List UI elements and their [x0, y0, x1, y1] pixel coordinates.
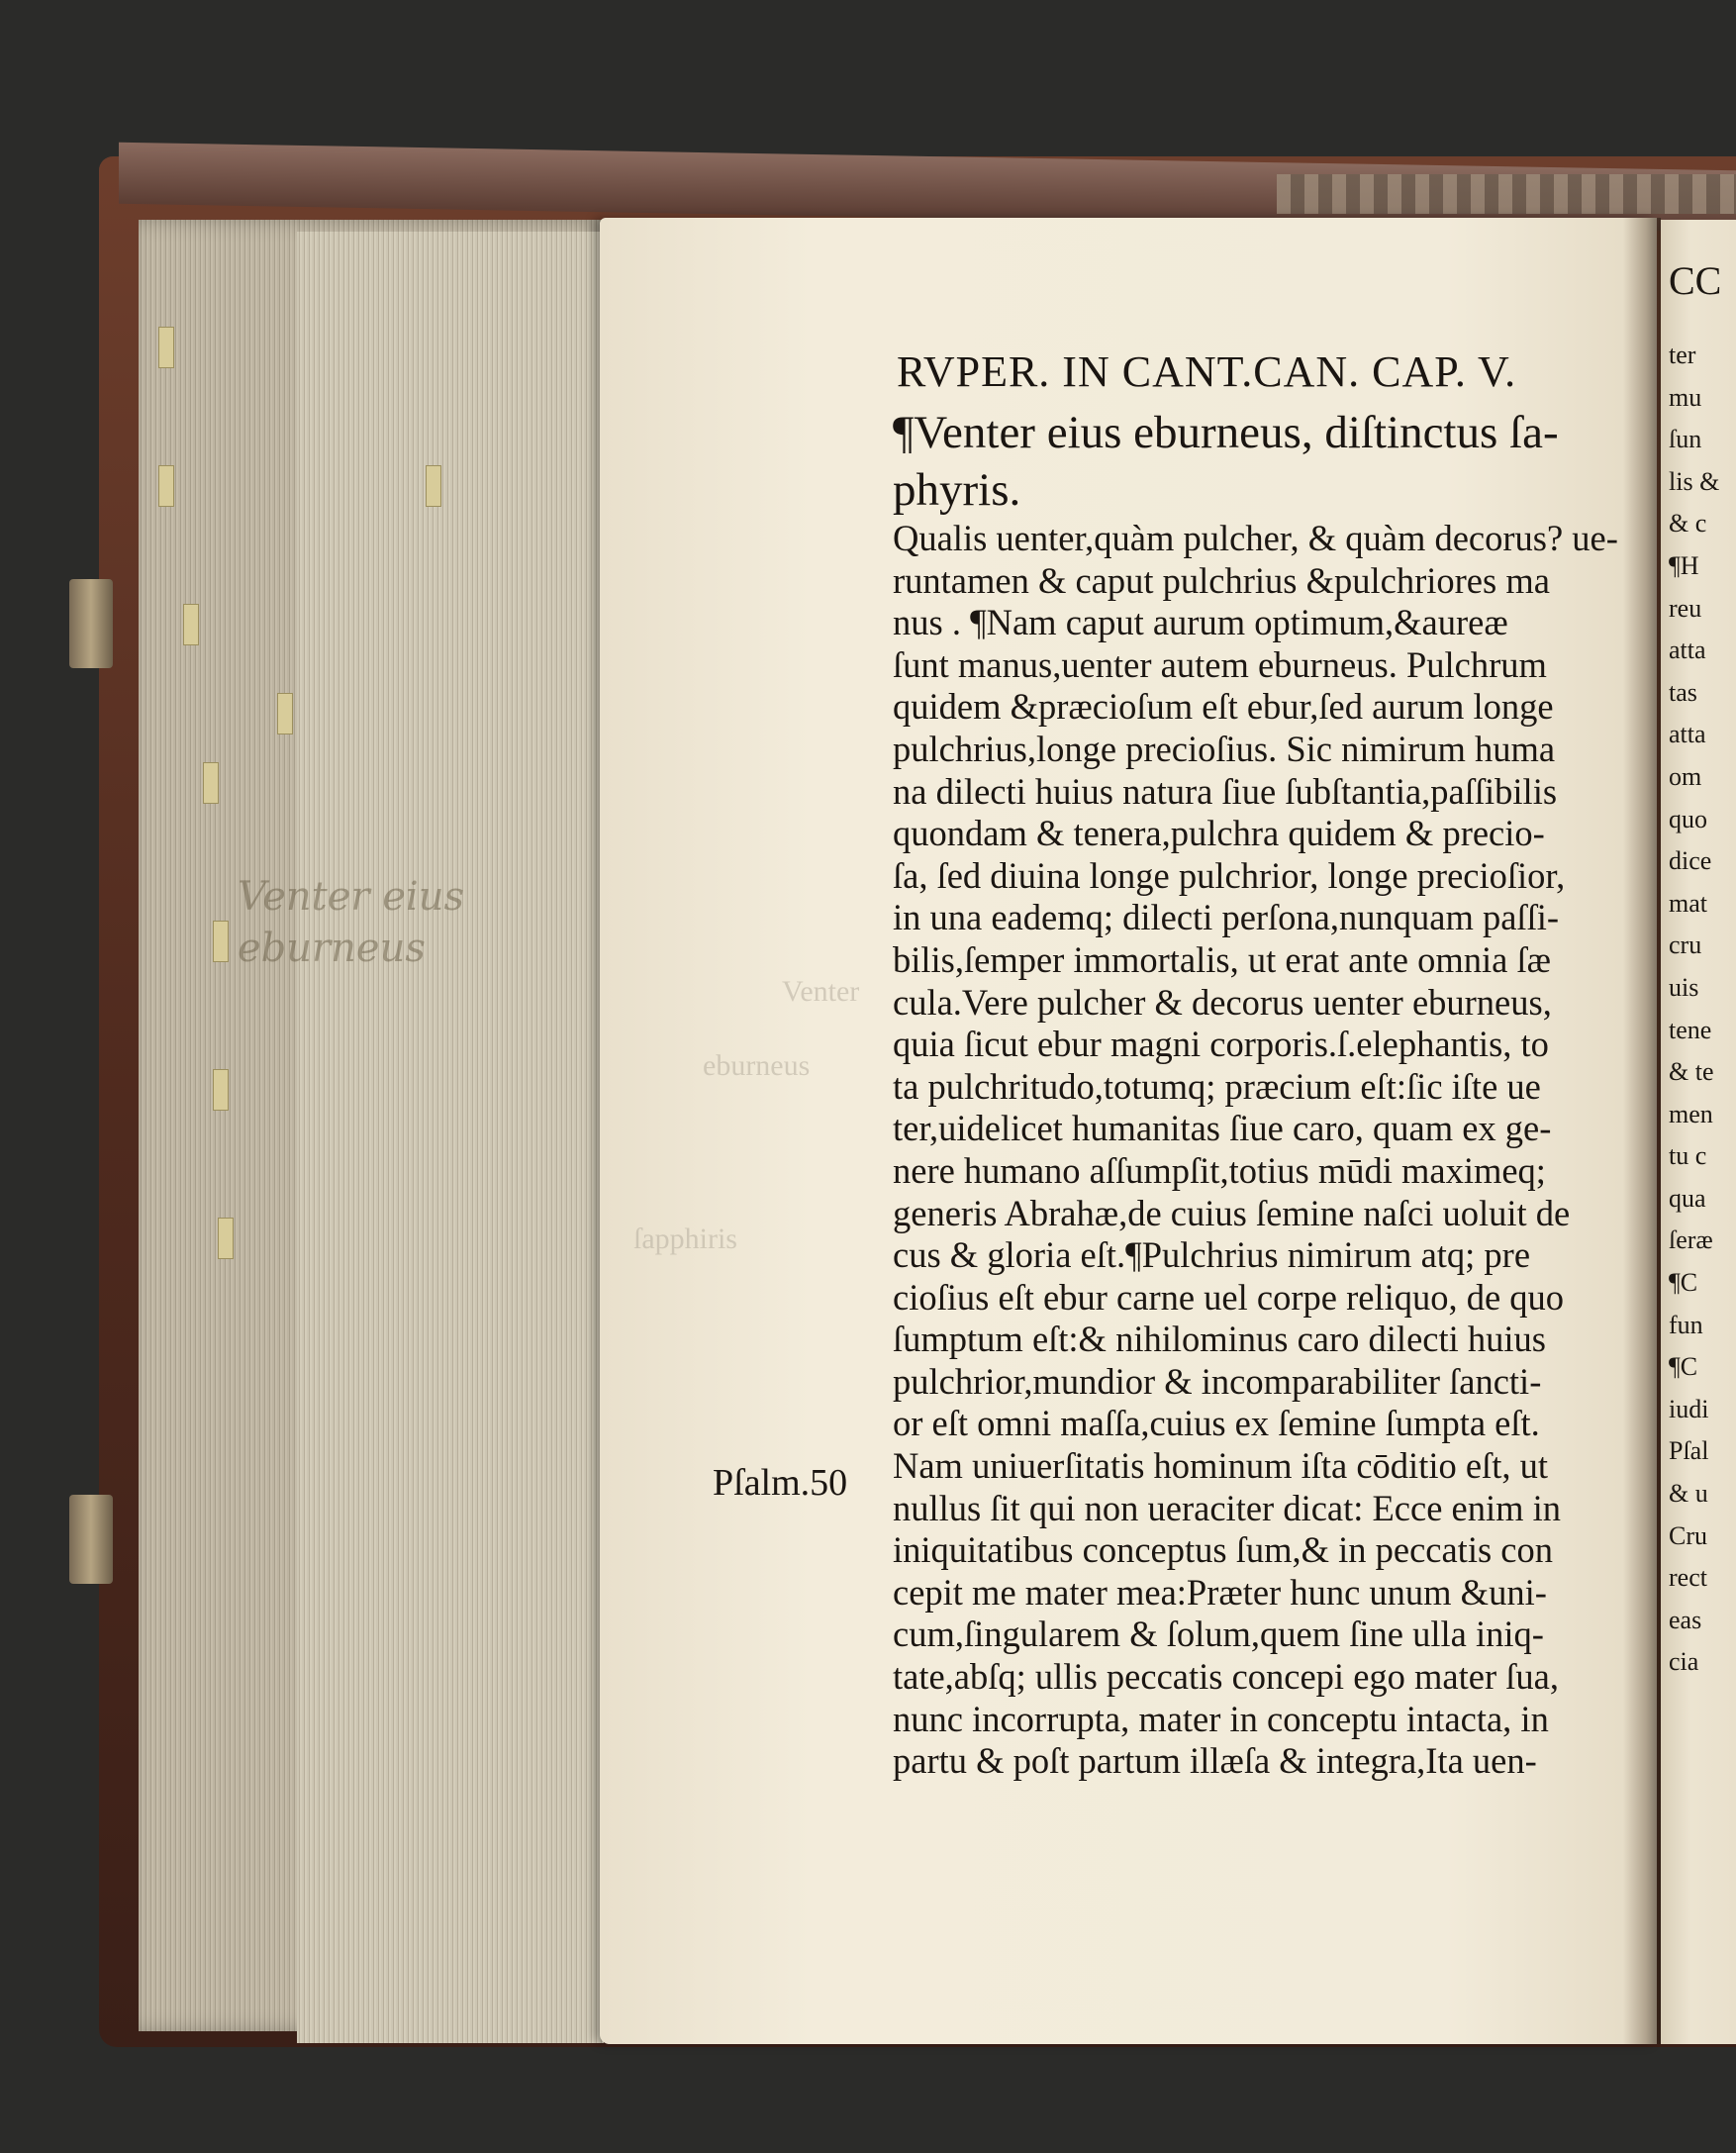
text-line: cepit me mater mea:Præter hunc unum &uni-	[893, 1571, 1547, 1613]
facing-page-line: rect	[1669, 1563, 1707, 1593]
verse-heading-line: phyris.	[893, 464, 1021, 516]
fore-edge-inscription-line: eburneus	[238, 926, 426, 971]
facing-page-line: & te	[1669, 1057, 1714, 1087]
show-through-text: eburneus	[703, 1049, 811, 1082]
facing-page-line: mat	[1669, 888, 1707, 918]
text-line: quidem &præcioſum eſt ebur,ſed aurum longe	[893, 686, 1554, 728]
facing-page-text	[1669, 258, 1736, 1684]
facing-page-line: ¶H	[1669, 550, 1699, 580]
facing-page-line: ¶C	[1669, 1268, 1698, 1298]
page-tab	[426, 465, 441, 507]
page-tab	[277, 693, 293, 734]
verse-heading-line: ¶Venter eius eburneus, diſtinctus ſa-	[893, 407, 1559, 458]
facing-page-header: CC	[1669, 258, 1722, 303]
page-tab	[213, 1069, 229, 1111]
facing-page-lines	[1669, 335, 1736, 1684]
page-tab	[218, 1218, 234, 1259]
text-line: quia ſicut ebur magni corporis.ſ.elephantis, to	[893, 1024, 1549, 1065]
facing-page-line: mu	[1669, 382, 1702, 412]
text-line: ſunt manus,uenter autem eburneus. Pulchrum	[893, 643, 1547, 685]
text-line: partu & poſt partum illæſa & integra,Ita uen-	[893, 1740, 1537, 1782]
marginal-citation: Pſalm.50	[713, 1462, 848, 1504]
text-line: bilis,ſemper immortalis, ut erat ante omnia ſæ	[893, 938, 1551, 980]
facing-page-line: fun	[1669, 1310, 1703, 1339]
show-through-text: Venter	[782, 975, 860, 1008]
facing-page-line: atta	[1669, 720, 1706, 749]
facing-page-line: Cru	[1669, 1520, 1707, 1550]
text-line: cum,ſingularem & ſolum,quem ſine ulla iniq-	[893, 1614, 1544, 1655]
facing-page-line: ſeræ	[1669, 1225, 1713, 1255]
facing-page-line: ter	[1669, 341, 1696, 369]
facing-page-line: qua	[1669, 1183, 1706, 1213]
facing-page-line: Pſal	[1669, 1436, 1709, 1466]
text-line: Nam uniuerſitatis hominum iſta cōditio eſt, ut	[893, 1445, 1548, 1487]
text-line: ſumptum eſt:& nihilominus caro dilecti huius	[893, 1319, 1546, 1360]
text-line: generis Abrahæ,de cuius ſemine naſci uoluit de	[893, 1192, 1571, 1233]
facing-page-line: iudi	[1669, 1394, 1709, 1423]
facing-page-line: eas	[1669, 1605, 1702, 1634]
text-line: cula.Vere pulcher & decorus uenter eburneus,	[893, 981, 1552, 1023]
fore-edge-inscription	[238, 871, 604, 990]
page-tab	[183, 604, 199, 645]
facing-page-line: lis &	[1669, 466, 1720, 496]
verse-heading	[893, 404, 1625, 519]
running-head: RVPER. IN CANT.CAN. CAP. V.	[897, 347, 1517, 396]
page-tab	[213, 921, 229, 962]
text-line: nus . ¶Nam caput aurum optimum,&aureæ	[893, 602, 1508, 643]
facing-page-line: quo	[1669, 804, 1707, 833]
page-gutter-shadow	[1623, 218, 1661, 2044]
text-line: nere humano aſſumpſit,totius mūdi maximeq;	[893, 1149, 1546, 1191]
facing-page-line: cia	[1669, 1647, 1699, 1677]
commentary-text	[893, 518, 1625, 1783]
show-through-text: ſapphiris	[633, 1223, 737, 1255]
clasp-bottom	[69, 1495, 113, 1584]
facing-page-line: tu c	[1669, 1141, 1707, 1171]
text-line: nullus ſit qui non ueraciter dicat: Ecce enim in	[893, 1487, 1562, 1528]
facing-page-line: tas	[1669, 677, 1697, 707]
fore-edge-inscription-line: Venter eius	[238, 874, 464, 920]
facing-page-line: & u	[1669, 1479, 1708, 1509]
facing-page-line: cru	[1669, 930, 1702, 960]
clasp-top	[69, 579, 113, 668]
text-line: cus & gloria eſt.¶Pulchrius nimirum atq; pre	[893, 1234, 1531, 1276]
spine-decoration	[1277, 174, 1736, 214]
text-line: tate,abſq; ullis peccatis concepi ego mater ſua,	[893, 1656, 1559, 1698]
facing-page-line: ſun	[1669, 425, 1702, 454]
facing-page-line: tene	[1669, 1015, 1712, 1044]
text-line: Qualis uenter,quàm pulcher, & quàm decorus? ue-	[893, 518, 1618, 558]
text-line: ta pulchritudo,totumq; præcium eſt:ſic iſte ue	[893, 1065, 1541, 1107]
facing-page-line: ¶C	[1669, 1352, 1698, 1382]
text-line: or eſt omni maſſa,cuius ex ſemine ſumpta eſt.	[893, 1403, 1540, 1444]
text-line: ſa, ſed diuina longe pulchrior, longe precioſior,	[893, 854, 1566, 896]
facing-page-line: & c	[1669, 509, 1707, 538]
page-tab	[158, 327, 174, 368]
page-tab	[158, 465, 174, 507]
text-line: in una eademq; dilecti perſona,nunquam paſſi-	[893, 897, 1560, 938]
text-line: runtamen & caput pulchrius &pulchriores ma	[893, 559, 1550, 601]
page-tab	[203, 762, 219, 804]
text-line: na dilecti huius natura ſiue ſubſtantia,paſſibilis	[893, 770, 1558, 812]
facing-page-line: atta	[1669, 636, 1706, 665]
facing-page-line: om	[1669, 761, 1702, 791]
text-line: iniquitatibus conceptus ſum,& in peccatis con	[893, 1529, 1553, 1571]
facing-page-line: uis	[1669, 972, 1699, 1002]
facing-page-line: dice	[1669, 846, 1712, 876]
text-line: pulchrior,mundior & incomparabiliter ſancti-	[893, 1360, 1542, 1402]
fore-edge-inner-block	[297, 232, 604, 2043]
text-line: pulchrius,longe precioſius. Sic nimirum huma	[893, 728, 1556, 769]
text-line: quondam & tenera,pulchra quidem & precio-	[893, 813, 1545, 854]
facing-page-line: men	[1669, 1099, 1713, 1128]
text-line: ter,uidelicet humanitas ſiue caro, quam ex ge-	[893, 1108, 1552, 1149]
facing-page-line: reu	[1669, 593, 1702, 623]
text-line: cioſius eſt ebur carne uel corpe reliquo, de quo	[893, 1276, 1565, 1318]
text-line: nunc incorrupta, mater in conceptu intacta, in	[893, 1698, 1549, 1739]
